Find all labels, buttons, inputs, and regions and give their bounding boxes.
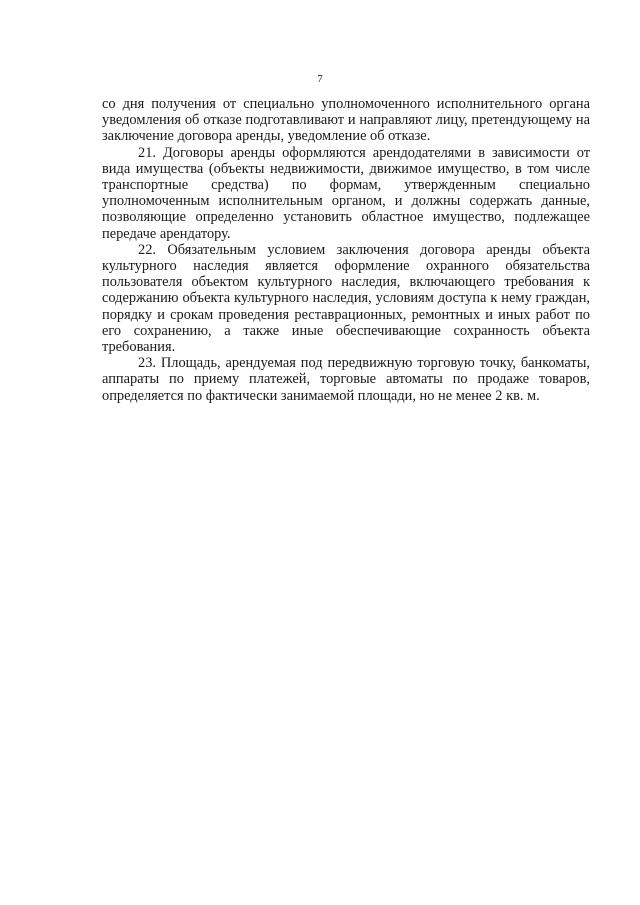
paragraph-21: 21. Договоры аренды оформляются арендодателями в зависимости от вида имущества (объекты недвижимости, движимое имущество, в том числе транспортные средства) по формам, утвержденным специально уполномоченным исполнительным органом, и должны содержать данные, позволяющие определенно установить областное имущество, подлежащее передаче арендатору.: [102, 144, 590, 242]
paragraph-continuation: со дня получения от специально уполномоченного исполнительного органа уведомления об отказе подготавливают и направляют лицу, претендующему на заключение договора аренды, уведомление об отказе.: [102, 96, 590, 145]
document-body: [102, 96, 590, 404]
page-number: 7: [317, 73, 323, 85]
paragraph-22: 22. Обязательным условием заключения договора аренды объекта культурного наследия является оформление охранного обязательства пользователя объектом культурного наследия, включающего требования к содержанию объекта культурного наследия, условиям доступа к нему граждан, порядку и срокам проведения реставрационных, ремонтных и иных работ по его сохранению, а также иные обеспечивающие сохранность объекта требования.: [102, 241, 590, 356]
paragraph-23: 23. Площадь, арендуемая под передвижную торговую точку, банкоматы, аппараты по приему платежей, торговые автоматы по продаже товаров, определяется по фактически занимаемой площади, но не менее 2 кв. м.: [102, 355, 590, 404]
